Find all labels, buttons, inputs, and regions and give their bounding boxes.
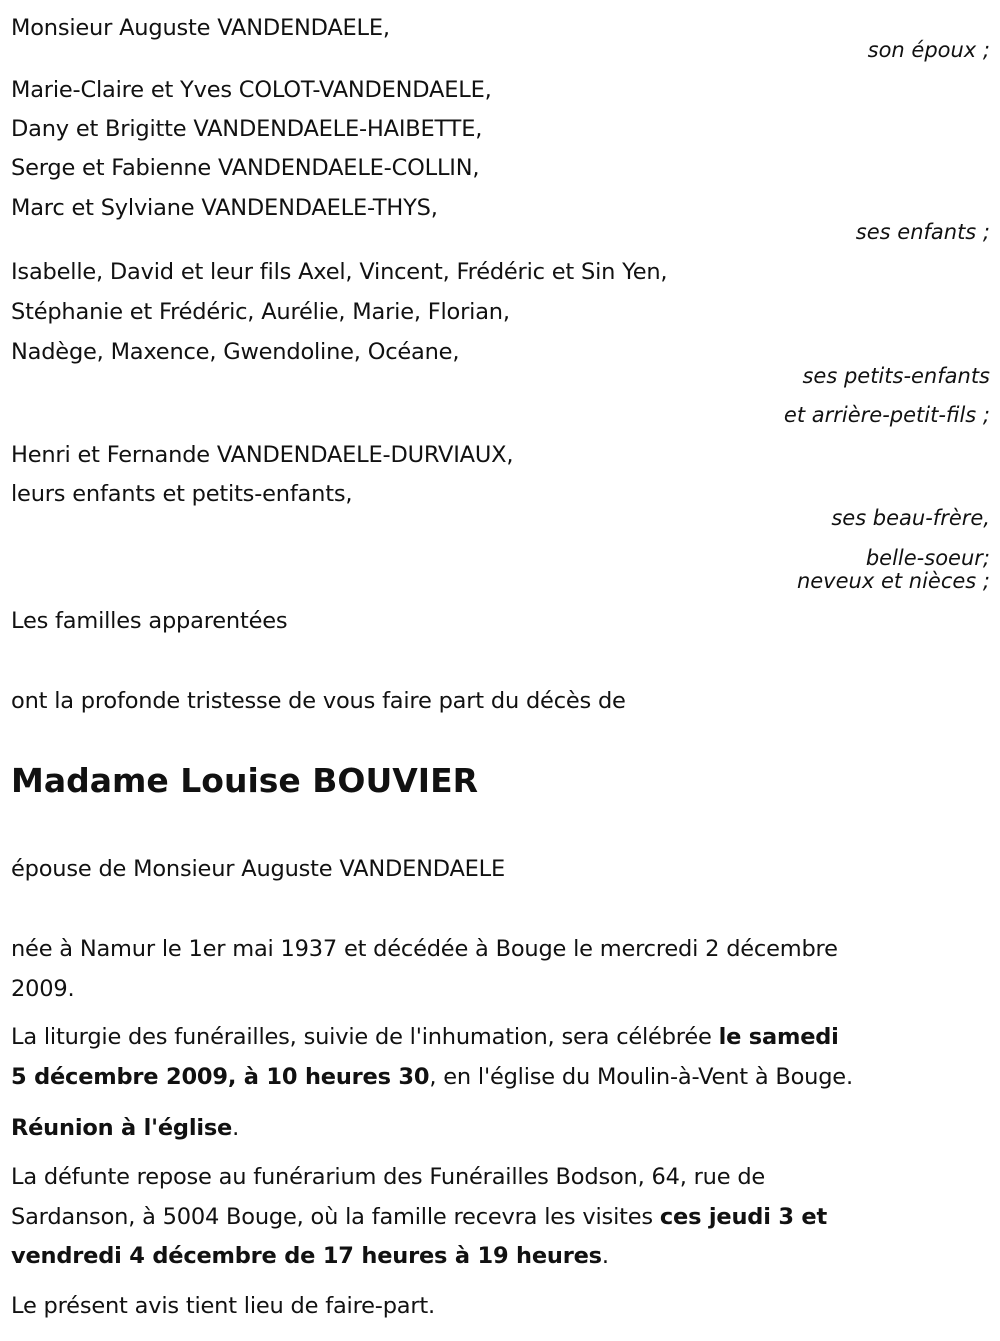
deceased-name: Madame Louise BOUVIER bbox=[11, 761, 479, 800]
visit-bold: vendredi 4 décembre de 17 heures à 19 heures bbox=[11, 1243, 602, 1269]
funeral-line bbox=[11, 1021, 839, 1053]
relation-label: belle-soeur; bbox=[865, 546, 990, 570]
announcement-text: ont la profonde tristesse de vous faire part du décès de bbox=[11, 688, 626, 714]
birth-death-line: 2009. bbox=[11, 976, 75, 1002]
relation-label: son époux ; bbox=[867, 38, 990, 62]
family-line: Stéphanie et Frédéric, Aurélie, Marie, Florian, bbox=[11, 299, 510, 325]
meeting-bold: Réunion à l'église bbox=[11, 1115, 233, 1141]
text: , en l'église du Moulin-à-Vent à Bouge. bbox=[429, 1064, 853, 1090]
text: . bbox=[601, 1243, 609, 1269]
meeting-line bbox=[11, 1112, 239, 1144]
relation-label: ses beau-frère, bbox=[831, 506, 990, 530]
family-line: Marie-Claire et Yves COLOT-VANDENDAELE, bbox=[11, 77, 492, 103]
family-line: Les familles apparentées bbox=[11, 608, 288, 634]
family-line: leurs enfants et petits-enfants, bbox=[11, 481, 353, 507]
relation-label: et arrière-petit-fils ; bbox=[783, 403, 990, 427]
family-line: Serge et Fabienne VANDENDAELE-COLLIN, bbox=[11, 155, 480, 181]
visit-line bbox=[11, 1240, 609, 1272]
family-line: Henri et Fernande VANDENDAELE-DURVIAUX, bbox=[11, 442, 514, 468]
family-line: Isabelle, David et leur fils Axel, Vincent, Frédéric et Sin Yen, bbox=[11, 259, 668, 285]
family-line: Monsieur Auguste VANDENDAELE, bbox=[11, 15, 390, 41]
spouse-line: épouse de Monsieur Auguste VANDENDAELE bbox=[11, 856, 506, 882]
family-line: Dany et Brigitte VANDENDAELE-HAIBETTE, bbox=[11, 116, 483, 142]
relation-label: ses petits-enfants bbox=[802, 364, 990, 388]
relation-label: neveux et nièces ; bbox=[796, 569, 990, 593]
closing-line: Le présent avis tient lieu de faire-part. bbox=[11, 1293, 436, 1319]
relation-label: ses enfants ; bbox=[855, 220, 990, 244]
visit-bold: ces jeudi 3 et bbox=[659, 1204, 828, 1230]
date-bold: 5 décembre 2009, à 10 heures 30 bbox=[11, 1064, 430, 1090]
family-line: Marc et Sylviane VANDENDAELE-THYS, bbox=[11, 195, 438, 221]
funeral-line bbox=[11, 1061, 853, 1093]
visit-line bbox=[11, 1201, 827, 1233]
visit-line: La défunte repose au funérarium des Funérailles Bodson, 64, rue de bbox=[11, 1164, 766, 1190]
date-bold: le samedi bbox=[718, 1024, 839, 1050]
text: . bbox=[232, 1115, 240, 1141]
text: La liturgie des funérailles, suivie de l'inhumation, sera célébrée bbox=[11, 1024, 719, 1050]
family-line: Nadège, Maxence, Gwendoline, Océane, bbox=[11, 339, 460, 365]
birth-death-line: née à Namur le 1er mai 1937 et décédée à Bouge le mercredi 2 décembre bbox=[11, 936, 838, 962]
text: Sardanson, à 5004 Bouge, où la famille recevra les visites bbox=[11, 1204, 660, 1230]
